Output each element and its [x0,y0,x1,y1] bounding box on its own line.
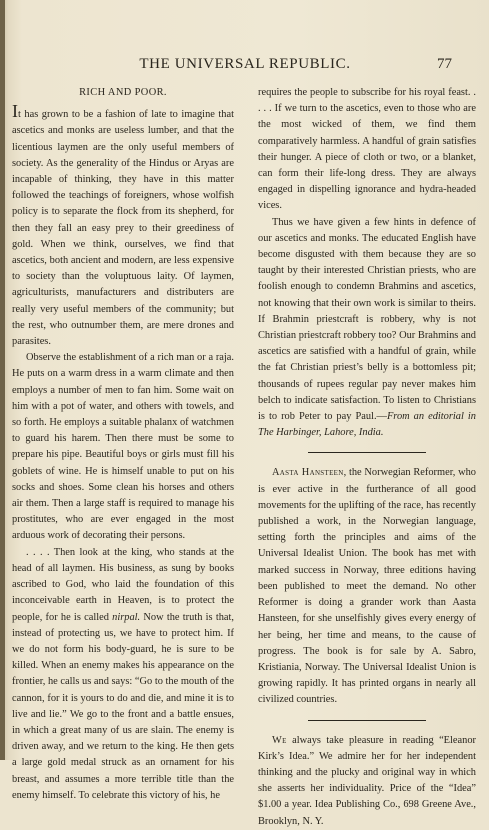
article-title: RICH AND POOR. [79,87,167,98]
section-divider-1 [258,447,476,457]
eleanor-lead: We [272,734,287,746]
paragraph-2: Observe the establishment of a rich man or a raja. He puts on a warm dress in a warm climate and then employs a number of men to fan him. Some wait on him with a pot of water, and others with towels, and so forth. He employs a suitable phalanx of watchmen to guard his harem. Then there must be some to prepare his pipe. Beautiful boys or girls must fill his goblets of wine. He is himself unable to put on his socks and shoes. Some clean his horses and others air them. Then a large staff is required to manage his prostitutes, who are ever engaged in the most arduous work of decorating their persons. [12,352,234,542]
hansteen-text: , the Norwegian Reformer, who is ever active in the furtherance of all good movements for the uplifting of the race, has recently published a work, in the Norwegian language, setting forth the principles and aims of the Universal Idealist Union. The book has met with marked success in Norway, three editions having been published to meet the demand. No other Reformer is doing a grander work than Aasta Hansteen, for she unselfishly gives every energy of her being, her time and means, to the cause of progress. The book is for sale by A. Sabro, Kristiania, Norway. The Universal Idealist Union is growing rapidly. It has printed organs in nearly all civilized countries. [258,467,477,706]
binding-edge [0,0,5,760]
page-header [0,56,489,76]
paragraph-3-text-b: Now the truth is that, instead of protecting us, we have to protect him. If we do not form his body-guard, he is sure to be killed. When an enemy makes his appearance on the frontier, he calls us and says: “Go to the mouth of the cannon, for it is yours to do and die, and mine it is to live and lie.” We go to the front and a battle ensues, in which a great many of us are slain. The enemy is driven away, and we return to the king. He then gets a large gold medal struck as an ornament for his breast, and assumes a more terrible title than the enemy himself. To celebrate this victory of his, he [12,611,234,801]
running-title: THE UNIVERSAL REPUBLIC. [139,56,351,72]
paragraph-defence [258,215,476,442]
paragraph-3 [12,545,234,804]
paragraph-continued: requires the people to subscribe for his royal feast. . . . . If we turn to the ascetics, even to those who are the most wicked of them, we find them comparatively harmless. A handful of grain satisfies their hunger. A piece of cloth or two, or a blanket, can form their life-long dress. They are always engaged in dispelling ignorance and hydra-headed vices. [258,87,476,212]
right-column [258,85,476,830]
section-divider-2 [258,715,476,725]
paragraph-eleanor-kirk [258,733,476,830]
source-citation: From an editorial in The Harbinger, Lahore, India. [258,411,476,439]
paragraph-hansteen [258,465,476,708]
paragraph-3-text-a: . . . . Then look at the king, who stands at the head of all laymen. His business, as sung by books ascribed to God, who laid the foundation of this inconceivable earth in Heaven, is to protect the people, for he is called [12,546,234,623]
nirpal-term: nirpal. [112,611,141,623]
left-column [12,85,234,804]
eleanor-text: always take pleasure in reading “Eleanor Kirk’s Idea.” We admire her for her independent thinking and the plucky and original way in which she asserts her individuality. Price of the “Idea” $1.00 a year. Idea Publishing Co., 698 Greene Ave., Brooklyn, N. Y. [258,734,476,827]
paragraph-1: It has grown to be a fashion of late to imagine that ascetics and monks are useless lumber, and that the licentious laymen are the only useful members of society. As the generality of the Hindus or Aryas are incapable of thinking, they have in this matter followed the teachings of foreigners, whose wolfish policy is to separate the flock from its shepherd, for then they fall an easy prey to their greediness of gold. When we think, ourselves, we find that ascetics, both ancient and modern, are less expensive to society than the voluptuous laity. Of laymen, agriculturists, manufacturers and distributers are really very useful members of the community; but the rest, who outnumber them, are mere drones and parasites. [12,101,234,348]
hansteen-name: Aasta Hansteen [272,467,344,479]
paragraph-defence-text: Thus we have given a few hints in defence of our ascetics and monks. The educated English have become disgusted with them because they are so taught by their interested Christian priests, who are foolish enough to condemn Brahmins and ascetics, not knowing that their own work is similar to theirs. If Brahmin priestcraft is robbery, why is not Christian priestcraft robbery too? Our Brahmins and ascetics are satisfied with a handful of grain, while the fat Christian priest’s belly is a bottomless pit; thousands of rupees regular pay never makes him belch to indicate satisfaction. To listen to Christians is to rob Peter to pay Paul.— [258,216,476,423]
page-number: 77 [437,56,452,72]
